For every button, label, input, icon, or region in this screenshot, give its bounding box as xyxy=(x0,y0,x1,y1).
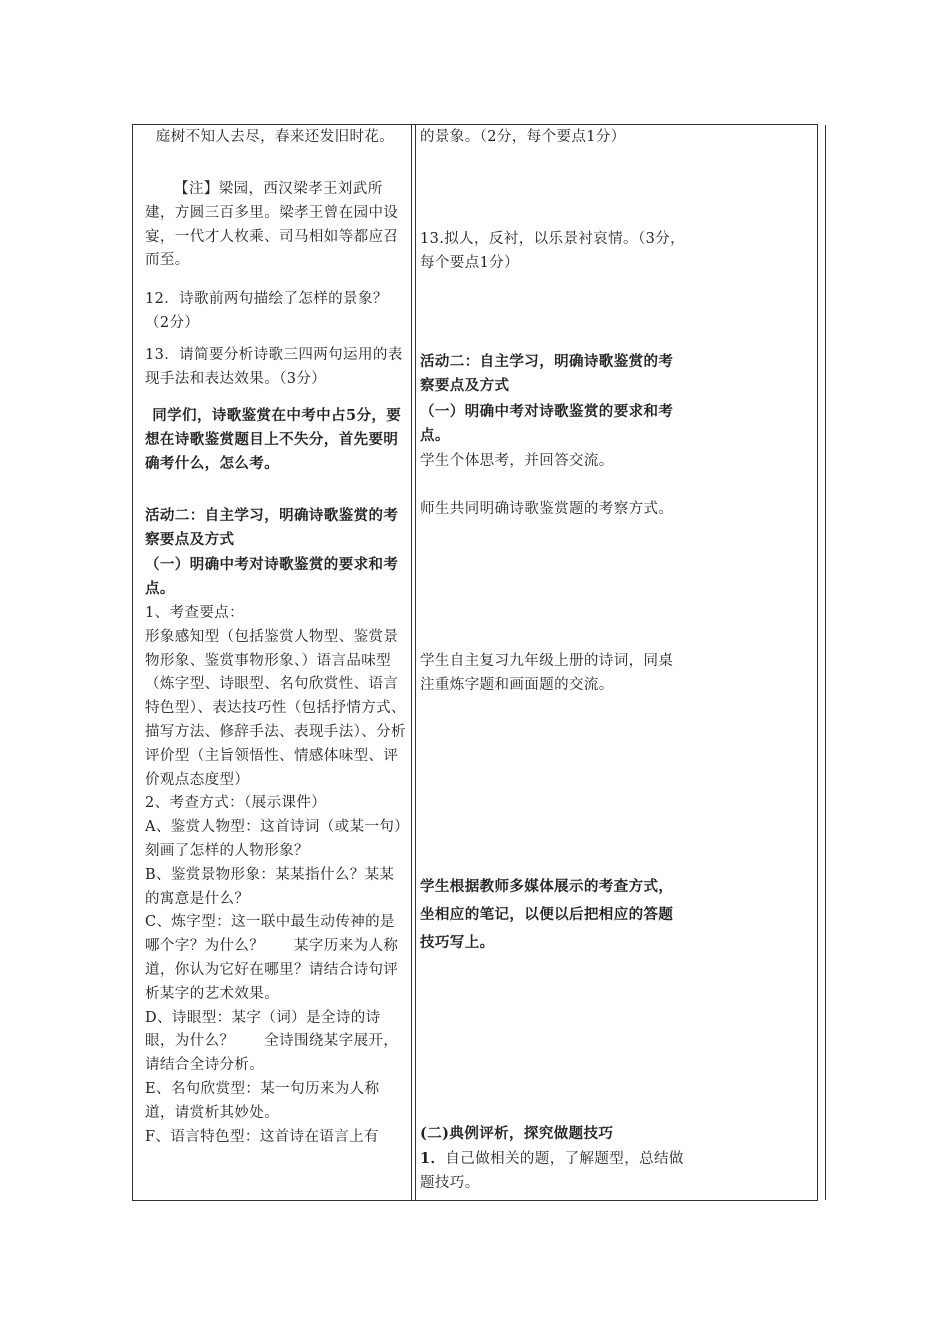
activity2-heading: 活动二：自主学习，明确诗歌鉴赏的考察要点及方式 xyxy=(145,507,399,548)
right-activity2-title xyxy=(420,350,686,398)
activity2-subheading: （一）明确中考对诗歌鉴赏的要求和考点。 xyxy=(145,556,399,597)
question-12 xyxy=(145,288,407,336)
ans12-text: 的景象。（2分，每个要点1分） xyxy=(420,129,626,145)
ans13-text: 13.拟人，反衬，以乐景衬哀情。（3分，每个要点1分） xyxy=(420,231,686,271)
item-a: A、鉴赏人物型：这首诗词（或某一句）刻画了怎样的人物形象？ xyxy=(145,819,402,859)
point1-title: 1、考查要点： xyxy=(145,605,245,621)
think-text: 学生个体思考，并回答交流。 xyxy=(420,453,614,469)
student-review xyxy=(420,650,686,698)
item1-body: 自己做相关的题，了解题型，总结做题技巧。 xyxy=(420,1151,684,1191)
right-activity2-subheading: （一）明确中考对诗歌鉴赏的要求和考点。 xyxy=(420,403,674,444)
left-activity2-sub xyxy=(145,553,407,601)
note-text: 【注】梁园，西汉梁孝王刘武所建，方圆三百多里。梁孝王曾在园中设宴，一代才人枚乘、司马相如等都应召而至。 xyxy=(145,181,399,269)
answer-13 xyxy=(420,228,686,276)
item-c: C、炼字型：这一联中最生动传神的是哪个字？为什么？ 某字历来为人称道，你认为它好在哪里？请结合诗句评析某字的艺术效果。 xyxy=(145,914,399,1002)
student-notes xyxy=(420,873,686,957)
intro-text xyxy=(145,404,407,475)
item-e: E、名句欣赏型：某一句历来为人称道，请赏析其妙处。 xyxy=(145,1080,380,1121)
poem-line xyxy=(150,126,400,150)
section2-title xyxy=(420,1122,686,1146)
section2-item1 xyxy=(420,1147,686,1196)
section2-item1-text xyxy=(420,1147,686,1196)
question-13 xyxy=(145,344,407,392)
point2-title: 2、考查方式：（展示课件） xyxy=(145,795,327,812)
item-f: F、语言特色型：这首诗在语言上有 xyxy=(145,1128,379,1145)
poem-note xyxy=(145,178,407,273)
notes-text: 学生根据教师多媒体展示的考查方式，坐相应的笔记，以便以后把相应的答题技巧写上。 xyxy=(420,878,674,951)
points-section xyxy=(145,602,407,1149)
right-activity2-sub xyxy=(420,400,686,448)
intro-paragraph: 同学们，诗歌鉴赏在中考中占5分，要想在诗歌鉴赏题目上不失分，首先要明确考什么，怎么考。 xyxy=(145,407,402,472)
item-d: D、诗眼型：某字（词）是全诗的诗眼，为什么？ 全诗围绕某字展开，请结合全诗分析。 xyxy=(145,1009,399,1074)
item-b: B、鉴赏景物形象：某某指什么？某某的寓意是什么？ xyxy=(145,866,395,907)
q12-text: 12．诗歌前两句描绘了怎样的景象？（2分） xyxy=(145,291,388,331)
section2-heading: (二)典例评析，探究做题技巧 xyxy=(420,1125,614,1142)
review-text: 学生自主复习九年级上册的诗词，同桌注重炼字题和画面题的交流。 xyxy=(420,653,674,693)
poem-text: 庭树不知人去尽，春来还发旧时花。 xyxy=(155,129,395,145)
teacher-student-together xyxy=(420,498,686,522)
q13-text: 13．请简要分析诗歌三四两句运用的表现手法和表达效果。（3分） xyxy=(145,347,403,387)
left-activity2-title xyxy=(145,504,407,552)
together-text: 师生共同明确诗歌鉴赏题的考察方式。 xyxy=(420,501,674,517)
student-think xyxy=(420,450,686,474)
item1-number: 1． xyxy=(420,1150,446,1167)
right-activity2-heading: 活动二：自主学习，明确诗歌鉴赏的考察要点及方式 xyxy=(420,353,674,394)
answer-12-tail xyxy=(420,126,686,150)
point1-body: 形象感知型（包括鉴赏人物型、鉴赏景物形象、鉴赏事物形象、）语言品味型（炼字型、诗眼型、名句欣赏性、语言特色型）、表达技巧性（包括抒情方式、描写方法、修辞手法、表现手法）、分析评价型（主旨领悟性、情感体味型、评价观点态度型） xyxy=(145,628,406,788)
